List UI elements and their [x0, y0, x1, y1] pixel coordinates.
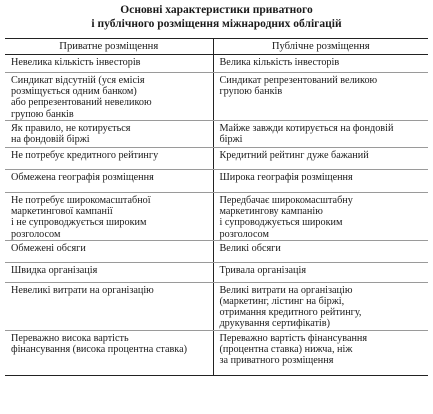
header-private: Приватне розміщення	[5, 39, 213, 55]
document-title	[0, 3, 433, 31]
cell-text-line: Обмежені обсяги	[11, 242, 86, 254]
cell-text-line: Передбачає широкомасштабну	[219, 195, 353, 206]
cell-text-line: Широка географія розміщення	[219, 172, 353, 183]
header-public: Публічне розміщення	[213, 39, 428, 55]
cell-text-line: Як правило, не котирується	[11, 123, 131, 134]
cell-text-line: Велика кількість інвесторів	[219, 57, 340, 68]
cell-private	[5, 240, 213, 262]
cell-private	[5, 170, 213, 193]
cell-text-line: Синдикат репрезентований великою	[219, 75, 378, 86]
cell-public	[213, 193, 428, 241]
cell-public	[213, 330, 428, 375]
cell-text-line: Не потребує кредитного рейтингу	[11, 150, 159, 161]
cell-text-line: або репрезентований невеликою	[11, 97, 152, 109]
cell-public	[213, 55, 428, 73]
comparison-table	[5, 38, 428, 376]
cell-text-line: Великі витрати на організацію	[219, 284, 353, 296]
cell-text-line: Кредитний рейтинг дуже бажаний	[219, 150, 369, 161]
cell-text-line: Переважно висока вартість	[11, 332, 129, 344]
cell-text-line: і не супроводжується широким	[11, 217, 147, 229]
title-line-2: і публічного розміщення міжнародних облігацій	[91, 18, 342, 30]
table-row	[5, 170, 428, 193]
cell-text-line: Тривала організація	[219, 264, 307, 276]
table-header-row	[5, 39, 428, 55]
table-row	[5, 73, 428, 121]
table-body	[5, 55, 428, 376]
cell-text-line: групою банків	[11, 108, 74, 120]
table-row	[5, 330, 428, 375]
cell-text-line: маркетингової кампанії	[11, 206, 113, 218]
title-line-1: Основні характеристики приватного	[120, 4, 313, 16]
cell-text-line: Майже завжди котирується на фондовій	[219, 123, 394, 134]
cell-text-line: Швидка організація	[11, 264, 98, 276]
table-row	[5, 55, 428, 73]
cell-public	[213, 73, 428, 121]
table-row	[5, 121, 428, 148]
cell-private	[5, 148, 213, 170]
table-row	[5, 193, 428, 241]
cell-private	[5, 73, 213, 121]
table-row	[5, 282, 428, 330]
cell-text-line: розміщується одним банком)	[11, 86, 137, 98]
cell-text-line: групою банків	[219, 86, 283, 98]
table-row	[5, 262, 428, 282]
table-row	[5, 148, 428, 170]
cell-private	[5, 193, 213, 241]
cell-text-line: Невелика кількість інвесторів	[11, 57, 141, 68]
cell-text-line: Не потребує широкомасштабної	[11, 195, 151, 206]
cell-text-line: отримання кредитного рейтингу,	[219, 307, 362, 319]
cell-public	[213, 240, 428, 262]
cell-private	[5, 262, 213, 282]
cell-public	[213, 121, 428, 148]
cell-text-line: (процентна ставка) нижча, ніж	[219, 343, 353, 355]
cell-public	[213, 282, 428, 330]
cell-text-line: розголосом	[219, 228, 269, 240]
cell-text-line: (маркетинг, лістинг на біржі,	[219, 296, 345, 308]
cell-text-line: і супроводжується широким	[219, 217, 343, 229]
cell-public	[213, 148, 428, 170]
cell-private	[5, 282, 213, 330]
cell-text-line: Синдикат відсутній (уся емісія	[11, 75, 145, 86]
cell-text-line: фінансування (висока процентна ставка)	[11, 343, 187, 355]
cell-private	[5, 121, 213, 148]
cell-text-line: Обмежена географія розміщення	[11, 172, 154, 183]
cell-public	[213, 170, 428, 193]
cell-text-line: на фондовій біржі	[11, 134, 90, 146]
cell-text-line: Переважно вартість фінансування	[219, 332, 368, 344]
cell-private	[5, 330, 213, 375]
cell-text-line: за приватного розміщення	[219, 355, 334, 367]
cell-text-line: Великі обсяги	[219, 242, 281, 254]
cell-text-line: розголосом	[11, 228, 61, 240]
cell-private	[5, 55, 213, 73]
cell-public	[213, 262, 428, 282]
cell-text-line: друкування сертифікатів)	[219, 318, 330, 330]
cell-text-line: маркетингову кампанію	[219, 206, 323, 218]
cell-text-line: Невеликі витрати на організацію	[11, 284, 154, 296]
table-row	[5, 240, 428, 262]
cell-text-line: біржі	[219, 134, 243, 146]
